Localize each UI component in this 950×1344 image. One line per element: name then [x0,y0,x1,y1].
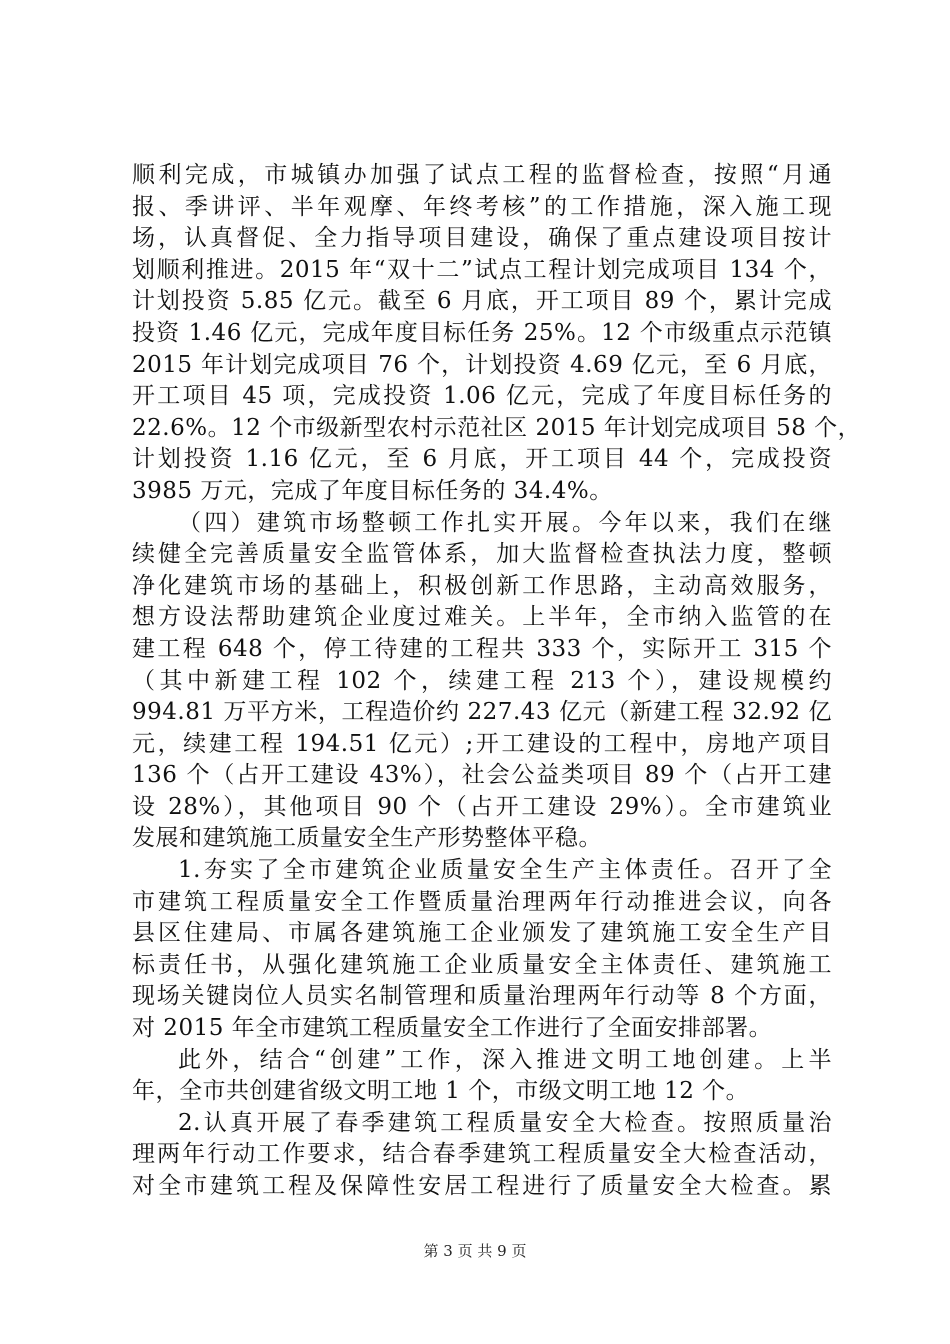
text-line: 22.6%。12 个市级新型农村示范社区 2015 年计划完成项目 58 个， [132,414,862,441]
text-line: 对全市建筑工程及保障性安居工程进行了质量安全大检查。累 [132,1173,832,1199]
text-line: 场，认真督促、全力指导项目建设，确保了重点建设项目按计 [132,225,832,252]
text-line: 开工项目 45 项，完成投资 1.06 亿元，完成了年度目标任务的 [132,383,832,410]
document-body [132,160,862,1203]
page-footer: 第 3 页 共 9 页 [423,1242,527,1260]
text-line: 现场关键岗位人员实名制管理和质量治理两年行动等 8 个方面， [132,983,832,1010]
text-line: 投资 1.46 亿元，完成年度目标任务 25%。12 个市级重点示范镇 [132,319,832,346]
text-line: 2.认真开展了春季建筑工程质量安全大检查。按照质量治 [178,1109,832,1136]
text-line: 标责任书，从强化建筑施工企业质量安全主体责任、建筑施工 [132,951,832,978]
text-line: 136 个（占开工建设 43%），社会公益类项目 89 个（占开工建 [132,762,832,789]
text-line: （四）建筑市场整顿工作扎实开展。今年以来，我们在继 [178,509,832,536]
text-line: 计划投资 1.16 亿元，至 6 月底，开工项目 44 个，完成投资 [132,446,832,473]
text-line: 划顺利推进。2015 年“双十二”试点工程计划完成项目 134 个， [132,256,832,283]
text-line: 净化建筑市场的基础上，积极创新工作思路，主动高效服务， [132,572,832,599]
text-line: （其中新建工程 102 个，续建工程 213 个），建设规模约 [132,667,832,694]
text-line: 计划投资 5.85 亿元。截至 6 月底，开工项目 89 个，累计完成 [132,288,832,315]
text-line: 2015 年计划完成项目 76 个，计划投资 4.69 亿元，至 6 月底， [132,351,832,378]
text-line: 县区住建局、市属各建筑施工企业颁发了建筑施工安全生产目 [132,920,832,947]
text-line: 想方设法帮助建筑企业度过难关。上半年，全市纳入监管的在 [132,604,832,631]
text-line: 994.81 万平方米，工程造价约 227.43 亿元（新建工程 32.92 亿 [132,699,832,726]
text-line: 发展和建筑施工质量安全生产形势整体平稳。 [132,825,602,852]
text-line: 理两年行动工作要求，结合春季建筑工程质量安全大检查活动， [132,1141,832,1168]
text-line: 3985 万元，完成了年度目标任务的 34.4%。 [132,477,613,504]
text-line: 元，续建工程 194.51 亿元）;开工建设的工程中，房地产项目 [132,730,832,757]
text-line: 报、季讲评、半年观摩、年终考核”的工作措施，深入施工现 [132,193,832,220]
text-line: 续健全完善质量安全监管体系，加大监督检查执法力度，整顿 [132,541,832,568]
text-line: 1.夯实了全市建筑企业质量安全生产主体责任。召开了全 [178,857,832,884]
text-line: 建工程 648 个，停工待建的工程共 333 个，实际开工 315 个 [132,635,832,662]
text-line: 年，全市共创建省级文明工地 1 个，市级文明工地 12 个。 [132,1078,750,1105]
text-line: 对 2015 年全市建筑工程质量安全工作进行了全面安排部署。 [132,1015,773,1042]
text-line: 设 28%），其他项目 90 个（占开工建设 29%）。全市建筑业 [132,793,832,820]
text-line: 顺利完成，市城镇办加强了试点工程的监督检查，按照“月通 [132,162,832,188]
text-line: 此外，结合“创建”工作，深入推进文明工地创建。上半 [178,1046,832,1073]
text-line: 市建筑工程质量安全工作暨质量治理两年行动推进会议，向各 [132,888,832,915]
